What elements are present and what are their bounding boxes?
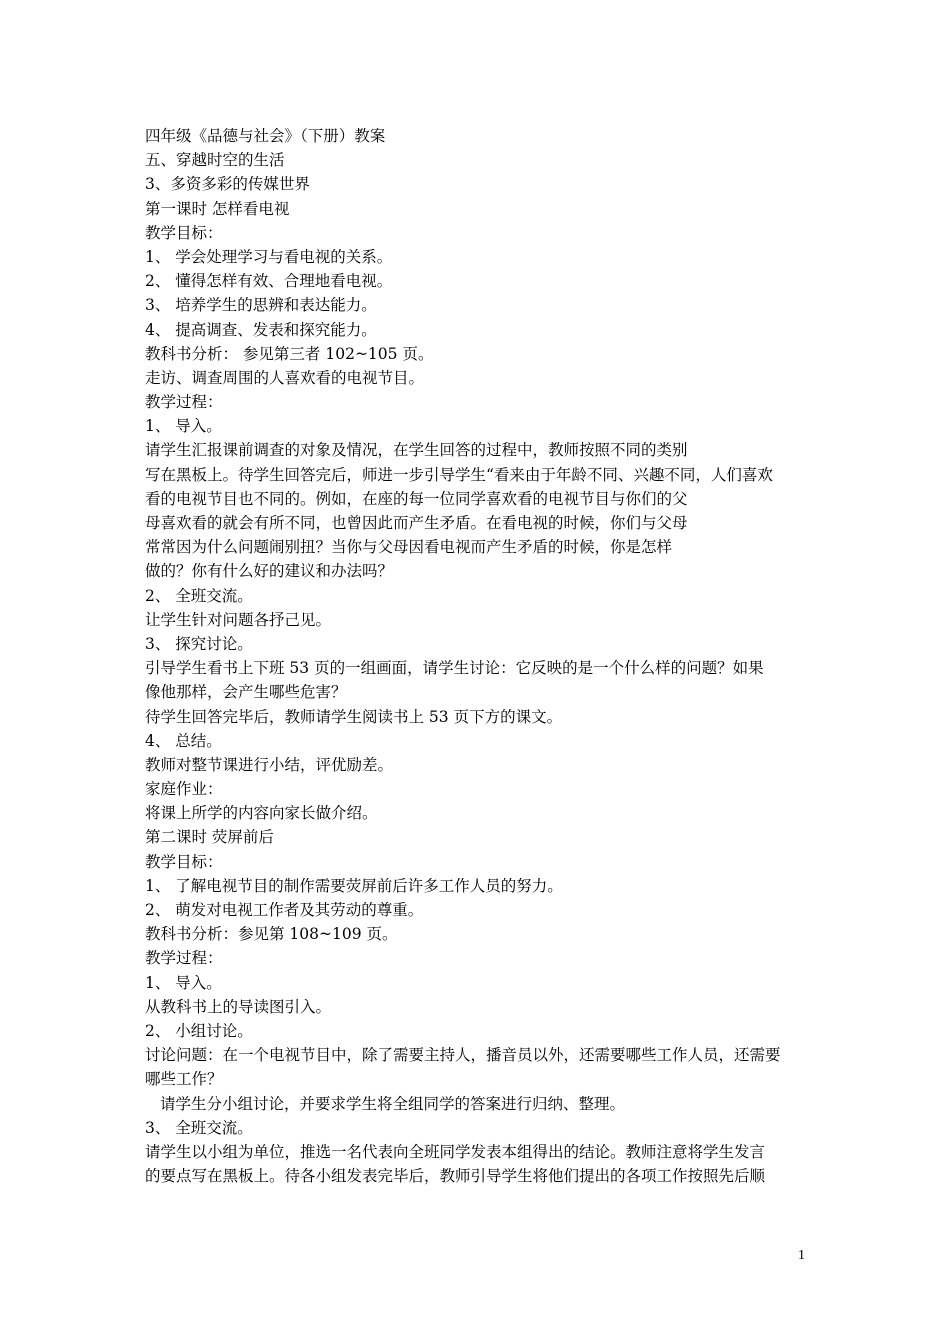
textbook-analysis: 教科书分析： 参见第三者 102~105 页。 xyxy=(145,344,434,363)
paragraph-line: 将课上所学的内容向家长做介绍。 xyxy=(145,804,378,823)
objective-item: 1、 学会处理学习与看电视的关系。 xyxy=(145,247,393,266)
period-heading: 第二课时 荧屏前后 xyxy=(145,828,274,847)
period-heading: 第一课时 怎样看电视 xyxy=(145,199,290,218)
objective-item: 1、 了解电视节目的制作需要荧屏前后许多工作人员的努力。 xyxy=(145,876,563,895)
step-item: 4、 总结。 xyxy=(145,731,222,750)
paragraph-line: 让学生针对问题各抒己见。 xyxy=(145,610,332,629)
section-label: 教学目标： xyxy=(145,223,223,242)
paragraph-line: 像他那样，会产生哪些危害？ xyxy=(145,683,347,702)
paragraph-line: 讨论问题：在一个电视节目中，除了需要主持人，播音员以外，还需要哪些工作人员，还需要 xyxy=(145,1046,781,1065)
unit-heading: 五、穿越时空的生活 xyxy=(145,151,285,170)
textbook-analysis: 教科书分析：参见第 108~109 页。 xyxy=(145,925,398,944)
paragraph-line: 请学生以小组为单位，推选一名代表向全班同学发表本组得出的结论。教师注意将学生发言 xyxy=(145,1142,766,1161)
objective-item: 4、 提高调查、发表和探究能力。 xyxy=(145,320,377,339)
section-label: 家庭作业： xyxy=(145,780,223,799)
paragraph-line: 哪些工作？ xyxy=(145,1070,223,1089)
step-item: 2、 全班交流。 xyxy=(145,586,253,605)
paragraph-line: 做的？你有什么好的建议和办法吗？ xyxy=(145,562,394,581)
paragraph-line: 看的电视节目也不同的。例如，在座的每一位同学喜欢看的电视节目与你们的父 xyxy=(145,489,688,508)
step-item: 2、 小组讨论。 xyxy=(145,1021,253,1040)
paragraph-line: 母喜欢看的就会有所不同，也曾因此而产生矛盾。在看电视的时候，你们与父母 xyxy=(145,514,688,532)
doc-title: 四年级《品德与社会》（下册）教案 xyxy=(145,127,386,145)
page-number: 1 xyxy=(798,1248,805,1263)
paragraph-line: 从教科书上的导读图引入。 xyxy=(145,997,332,1016)
paragraph-line: 请学生汇报课前调查的对象及情况，在学生回答的过程中，教师按照不同的类别 xyxy=(145,441,688,460)
objective-item: 3、 培养学生的思辨和表达能力。 xyxy=(145,296,377,315)
section-label: 教学目标： xyxy=(145,852,223,871)
section-label: 教学过程： xyxy=(145,393,223,412)
objective-item: 2、 萌发对电视工作者及其劳动的尊重。 xyxy=(145,901,424,919)
paragraph-line: 走访、调查周围的人喜欢看的电视节目。 xyxy=(145,368,425,387)
step-item: 3、 探究讨论。 xyxy=(145,634,253,653)
document-body xyxy=(145,124,810,1188)
step-item: 1、 导入。 xyxy=(145,417,222,436)
paragraph-line: 教师对整节课进行小结，评优励差。 xyxy=(145,755,394,774)
paragraph-line: 引导学生看书上下班 53 页的一组画面，请学生讨论：它反映的是一个什么样的问题？如果 xyxy=(145,659,764,678)
step-item: 1、 导入。 xyxy=(145,973,222,992)
paragraph-line: 写在黑板上。待学生回答完后，师进一步引导学生“看来由于年龄不同、兴趣不同，人们喜欢 xyxy=(145,465,773,484)
paragraph-line: 常常因为什么问题闹别扭？当你与父母因看电视而产生矛盾的时候，你是怎样 xyxy=(145,538,673,557)
paragraph-line: 待学生回答完毕后，教师请学生阅读书上 53 页下方的课文。 xyxy=(145,707,563,726)
lesson-heading: 3、多资多彩的传媒世界 xyxy=(145,175,310,194)
section-label: 教学过程： xyxy=(145,949,223,968)
paragraph-line: 请学生分小组讨论，并要求学生将全组同学的答案进行归纳、整理。 xyxy=(160,1094,626,1113)
objective-item: 2、 懂得怎样有效、合理地看电视。 xyxy=(145,272,393,291)
step-item: 3、 全班交流。 xyxy=(145,1118,253,1137)
paragraph-line: 的要点写在黑板上。待各小组发表完毕后，教师引导学生将他们提出的各项工作按照先后顺 xyxy=(145,1167,766,1186)
